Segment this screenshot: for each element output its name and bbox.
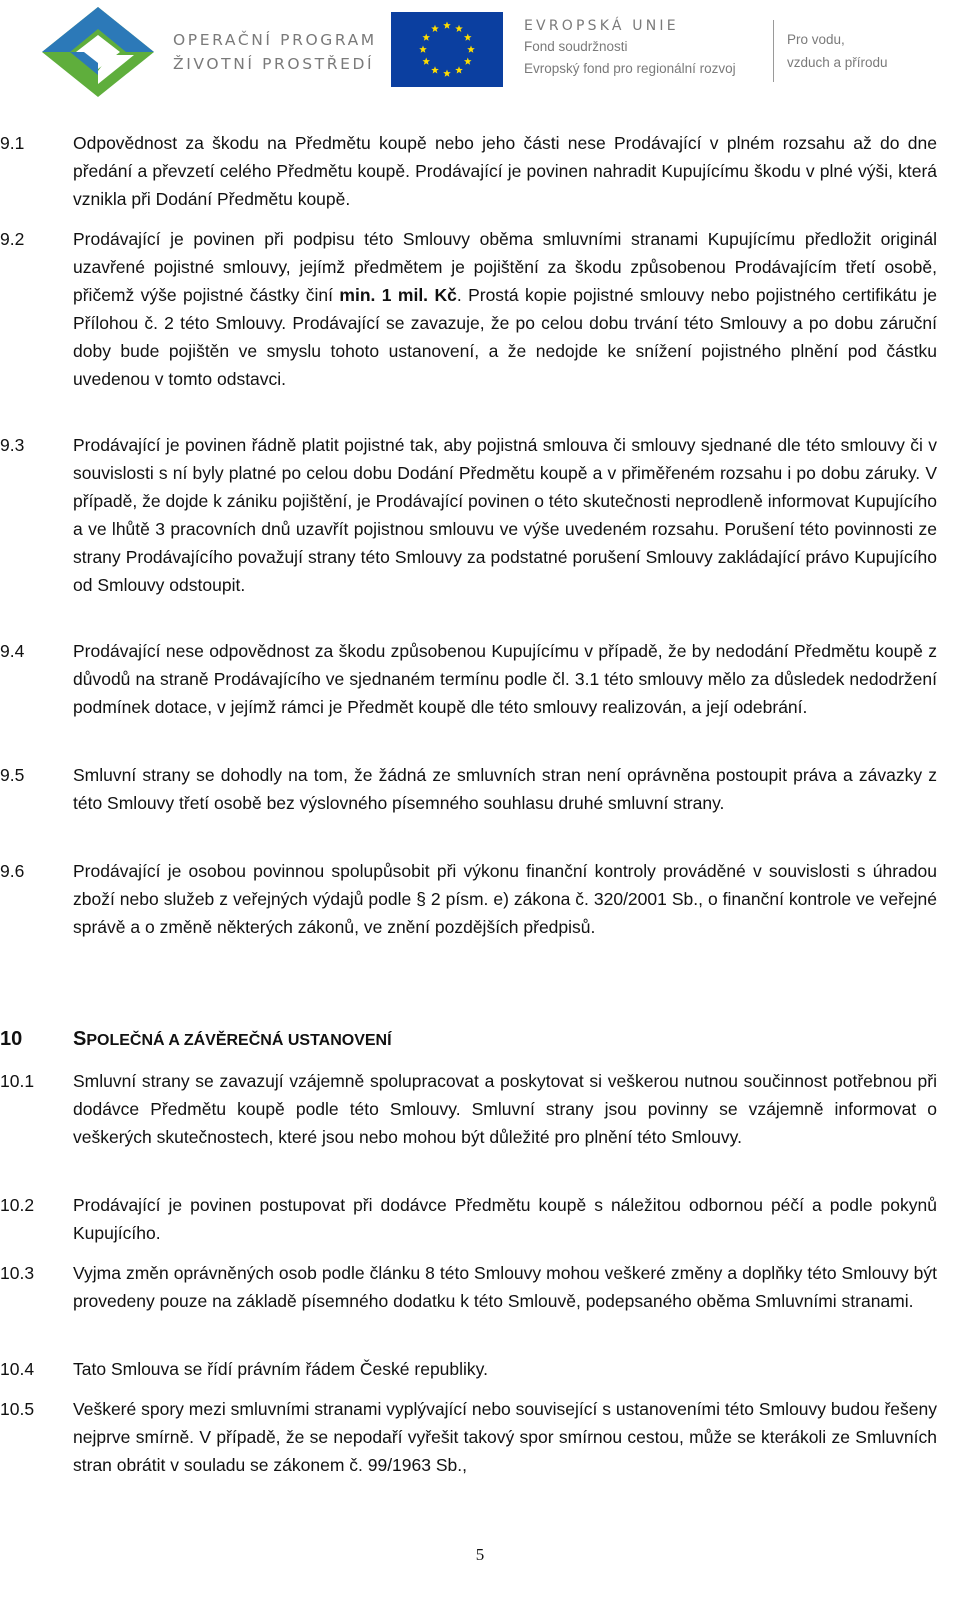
clause-text-a: Prodávající je povinen při podpisu této Smlouvy oběma smluvními stranami Kupujícímu předložit originál uzavřené pojistné smlouvy, jejímž předmětem je pojištění za škodu způsobenou Prodávajícím třetí osobě, přičemž výše pojistné částky činí [73,229,937,305]
eu-fund-cohesion: Fond soudržnosti [524,39,628,54]
eu-wordmark [524,16,736,80]
page-number: 5 [475,1545,485,1564]
section-title-rest: POLEČNÁ A ZÁVĚREČNÁ USTANOVENÍ [86,1032,392,1049]
clause-text: Smluvní strany se zavazují vzájemně spolupracovat a poskytovat si veškerou nutnou součinnost potřebnou při dodávce Předmětu koupě podle této Smlouvy. Smluvní strany jsou povinny se vzájemně informovat o veškerých skutečnostech, které jsou nebo mohou být důležité pro plnění této Smlouvy. [73,1071,937,1147]
clause-text [73,225,937,393]
op-line2: ŽIVOTNÍ PROSTŘEDÍ [173,55,375,73]
motto-line2: vzduch a přírodu [787,55,888,70]
clause-text: Vyjma změn oprávněných osob podle článku 8 této Smlouvy mohou veškeré změny a doplňky této Smlouvy být provedeny pouze na základě písemného dodatku k této Smlouvě, podepsaného oběma Smluvními stranami. [73,1263,937,1311]
clause-number: 9.3 [0,435,25,455]
clause-number: 10.5 [0,1399,35,1419]
clause-text: Tato Smlouva se řídí právním řádem České republiky. [73,1359,488,1379]
header-divider [773,20,774,82]
op-line1: OPERAČNÍ PROGRAM [173,31,377,49]
motto-line1: Pro vodu, [787,32,845,47]
op-zp-logo-icon [38,5,158,100]
clause-text: Odpovědnost za škodu na Předmětu koupě nebo jeho části nese Prodávající v plném rozsahu až do dne předání a převzetí celého Předmětu koupě. Prodávající je povinen nahradit Kupujícímu škodu v plné výši, která vznikla při Dodání Předmětu koupě. [73,133,937,209]
clause-number: 10.3 [0,1263,35,1283]
clause-number: 9.2 [0,229,25,249]
clause-text: Prodávající je povinen postupovat při dodávce Předmětu koupě s náležitou odbornou péčí a podle pokynů Kupujícího. [73,1195,937,1243]
clause-text: Prodávající je povinen řádně platit pojistné tak, aby pojistná smlouva či smlouvy sjednané dle této smlouvy či v souvislosti s ní byly platné po celou dobu Dodání Předmětu koupě a v přiměřeném rozsahu i po dobu záruky. V případě, že dojde k zániku pojištění, je Prodávající povinen o této skutečnosti neprodleně informovat Kupujícího a ve lhůtě 3 pracovních dnů uzavřít pojistnou smlouvu ve výše uvedeném rozsahu. Porušení této povinnosti ze strany Prodávajícího považují strany této Smlouvy za podstatné porušení Smlouvy zakládající právo Kupujícího od Smlouvy odstoupit. [73,435,937,595]
clause-text-b: . Prostá kopie pojistné smlouvy nebo pojistného certifikátu je Přílohou č. 2 této Smlouvy. Prodávající se zavazuje, že po celou dobu trvání této Smlouvy a po dobu záruční doby bude pojištěn ve smyslu tohoto ustanovení, a že nedojde ke snížení pojistného plnění pod částku uvedenou v tomto odstavci. [73,285,937,389]
insurance-amount: min. 1 mil. Kč [339,285,457,305]
section-title [73,1025,392,1055]
clause-number: 10.2 [0,1195,35,1215]
clause-text: Prodávající nese odpovědnost za škodu způsobenou Kupujícímu v případě, že by nedodání Předmětu koupě z důvodů na straně Prodávajícího ve sjednaném termínu podle čl. 3.1 této smlouvy mělo za důsledek nedodržení podmínek dotace, v jejímž rámci je Předmět koupě dle této smlouvy realizován, a její odebrání. [73,641,937,717]
clause-text: Smluvní strany se dohodly na tom, že žádná ze smluvních stran není oprávněna postoupit práva a závazky z této Smlouvy třetí osobě bez výslovného písemného souhlasu druhé smluvní strany. [73,765,937,813]
eu-title: EVROPSKÁ UNIE [524,18,679,34]
section-number: 10 [0,1028,23,1050]
clause-number: 10.4 [0,1359,35,1379]
clause-number: 9.6 [0,861,25,881]
op-zp-wordmark [173,28,377,76]
section-title-initial: S [73,1028,87,1050]
clause-number: 10.1 [0,1071,35,1091]
page-header [0,0,960,105]
eu-flag-icon [391,12,503,87]
clause-number: 9.4 [0,641,25,661]
clause-number: 9.1 [0,133,25,153]
clause-text: Prodávající je osobou povinnou spolupůsobit při výkonu finanční kontroly prováděné v souvislosti s úhradou zboží nebo služeb z veřejných výdajů podle § 2 písm. e) zákona č. 320/2001 Sb., o finanční kontrole ve veřejné správě a o změně některých zákonů, ve znění pozdějších předpisů. [73,861,937,937]
motto [787,28,888,74]
clause-number: 9.5 [0,765,25,785]
clause-text: Veškeré spory mezi smluvními stranami vyplývající nebo související s ustanoveními této Smlouvy budou řešeny nejprve smírně. V případě, že se nepodaří vyřešit takový spor smírnou cestou, může se kterákoli ze Smluvních stran obrátit v souladu se zákonem č. 99/1963 Sb., [73,1399,937,1475]
eu-fund-regional: Evropský fond pro regionální rozvoj [524,61,736,76]
